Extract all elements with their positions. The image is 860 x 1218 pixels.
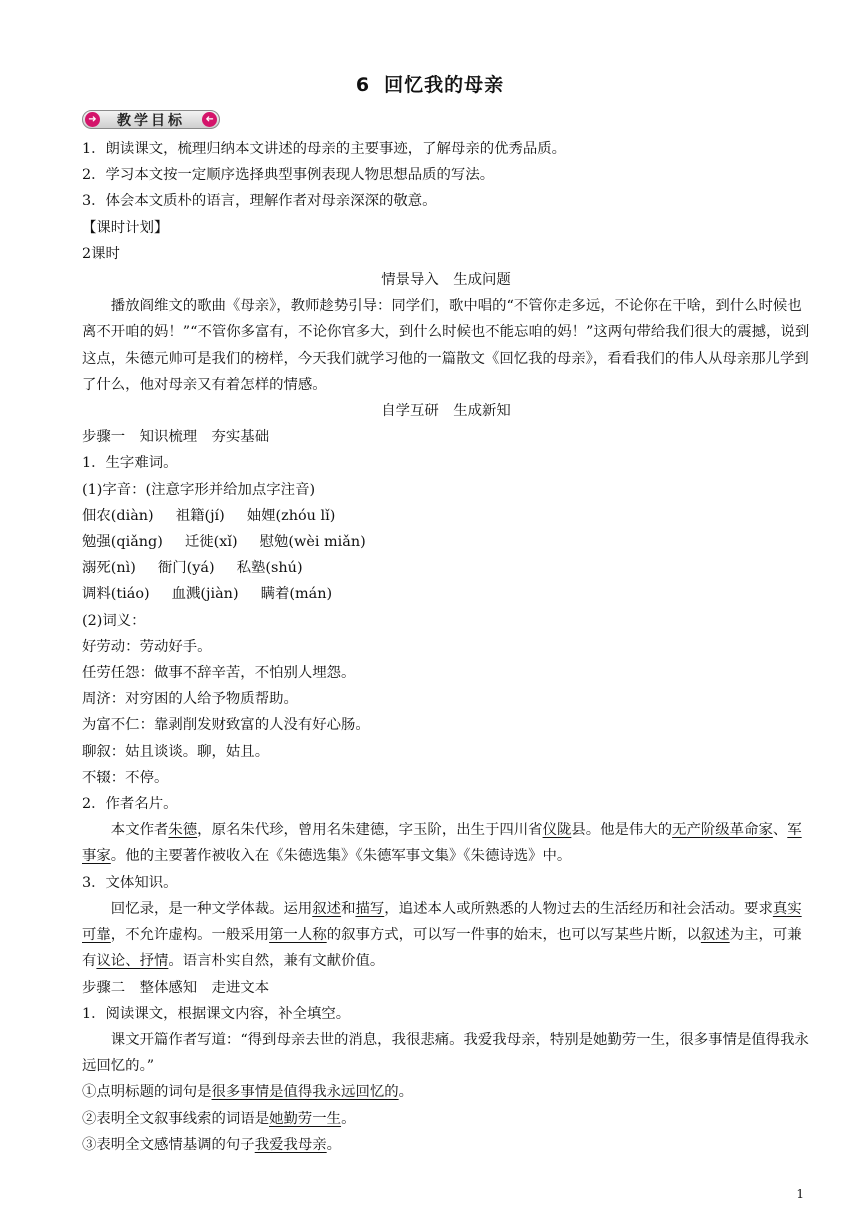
- pronunciation-entry: 迁徙(xǐ): [184, 534, 238, 551]
- answer-role-revolutionary: 无产阶级革命家: [672, 822, 773, 839]
- goal-item: 3．体会本文质朴的语言，理解作者对母亲深深的敬意。: [82, 193, 437, 210]
- word-meaning: 聊叙：姑且谈谈。聊，姑且。: [82, 743, 270, 760]
- pronunciation-entry: 私塾(shú): [236, 560, 303, 577]
- answer-role-military: 军事家: [82, 822, 802, 865]
- lesson-title: [0, 70, 860, 97]
- answer-blank: 描写: [355, 900, 385, 917]
- section-heading-intro: 情景导入 生成问题: [381, 272, 511, 289]
- opening-quote-paragraph: 课文开篇作者写道：“得到母亲去世的消息，我很悲痛。我爱我母亲，特别是她勤劳一生，很多事情是值得我永远回忆的。”: [82, 1031, 809, 1075]
- teaching-goals-badge: [82, 110, 220, 129]
- pronunciation-entry: 调料(tiáo): [82, 586, 150, 603]
- step1-item3: 3．文体知识。: [82, 874, 178, 891]
- answer-blank: 第一人称: [269, 927, 327, 944]
- arrow-left-icon: ➜: [202, 112, 217, 127]
- page-number: 1: [796, 1187, 804, 1201]
- lesson-title-text: 回忆我的母亲: [384, 74, 505, 96]
- pronunciation-entry: 佃农(diàn): [82, 507, 154, 524]
- answer-blank: 叙述: [312, 900, 342, 917]
- word-meaning: 任劳任怨：做事不辞辛苦，不怕别人埋怨。: [82, 665, 356, 682]
- pronunciation-row: [82, 529, 810, 555]
- teaching-goals-label: 教学目标: [117, 112, 185, 129]
- pronunciation-entry: 血溅(jiàn): [171, 586, 239, 603]
- answer-blank: 议论、抒情: [96, 953, 169, 970]
- pronunciation-entry: 瞒着(mán): [260, 586, 333, 603]
- answer-blank: 她勤劳一生: [269, 1110, 342, 1127]
- word-meaning-heading: (2)词义：: [82, 612, 146, 629]
- goal-item: 1．朗读课文，梳理归纳本文讲述的母亲的主要事迹，了解母亲的优秀品质。: [82, 141, 567, 157]
- word-meaning: 为富不仁：靠剥削发财致富的人没有好心肠。: [82, 717, 370, 734]
- author-paragraph: 本文作者朱德，原名朱代珍，曾用名朱建德，字玉阶，出生于四川省仪陇县。他是伟大的无产阶级革命家、军事家。他的主要著作被收入在《朱德选集》《朱德军事文集》《朱德诗选》中。: [82, 822, 802, 865]
- answer-blank: 真实可靠: [82, 900, 802, 944]
- plan-value: 2课时: [82, 245, 120, 262]
- main-content: [82, 136, 810, 1158]
- step1-item1: 1．生字难词。: [82, 455, 178, 472]
- arrow-right-icon: ➜: [85, 112, 100, 127]
- pronunciation-row: [82, 581, 810, 607]
- pronunciation-entry: 勉强(qiǎng): [82, 534, 163, 551]
- pronunciation-entry: 祖籍(jí): [175, 507, 225, 524]
- answer-birthplace: 仪陇: [542, 822, 572, 839]
- goal-item: 2．学习本文按一定顺序选择典型事例表现人物思想品质的写法。: [82, 167, 495, 184]
- word-meaning: 周济：对穷困的人给予物质帮助。: [82, 691, 298, 708]
- pronunciation-heading: (1)字音：(注意字形并给加点字注音): [82, 481, 316, 498]
- intro-paragraph: 播放阎维文的歌曲《母亲》，教师趁势引导：同学们，歌中唱的“不管你走多远，不论你在干啥，到什么时候也离不开咱的妈！”“不管你多富有，不论你官多大，到什么时候也不能忘咱的妈！”这两句带给我们很大的震撼，说到这点，朱德元帅可是我们的榜样，今天我们就学习他的一篇散文《回忆我的母亲》，看看我们的伟人从母亲那儿学到了什么，他对母亲又有着怎样的情感。: [82, 298, 810, 393]
- step2-item1: 1．阅读课文，根据课文内容，补全填空。: [82, 1005, 351, 1022]
- pronunciation-entry: 溺死(nì): [82, 560, 136, 577]
- pronunciation-entry: 衙门(yá): [157, 560, 215, 577]
- pronunciation-entry: 妯娌(zhóu lǐ): [246, 507, 336, 524]
- question-2: ②表明全文叙事线索的词语是她勤劳一生。: [82, 1110, 356, 1127]
- pronunciation-entry: 慰勉(wèi miǎn): [259, 534, 366, 551]
- question-3: ③表明全文感情基调的句子我爱我母亲。: [82, 1136, 342, 1153]
- plan-heading: 【课时计划】: [82, 219, 169, 236]
- answer-blank: 叙述: [700, 927, 730, 944]
- word-meaning: 不辍：不停。: [82, 769, 169, 786]
- genre-paragraph: 回忆录，是一种文学体裁。运用叙述和描写，追述本人或所熟悉的人物过去的生活经历和社会活动。要求真实可靠，不允许虚构。一般采用第一人称的叙事方式，可以写一件事的始末，也可以写某些片断，以叙述为主，可兼有议论、抒情。语言朴实自然，兼有文献价值。: [82, 900, 802, 970]
- step1-item2: 2．作者名片。: [82, 796, 178, 813]
- lesson-number: 6: [355, 74, 371, 96]
- word-meaning: 好劳动：劳动好手。: [82, 638, 212, 655]
- question-1: ①点明标题的词句是很多事情是值得我永远回忆的。: [82, 1084, 414, 1101]
- answer-blank: 我爱我母亲: [254, 1136, 327, 1153]
- pronunciation-row: [82, 555, 810, 581]
- answer-blank: 很多事情是值得我永远回忆的: [211, 1084, 399, 1101]
- step2-heading: 步骤二 整体感知 走进文本: [82, 979, 270, 996]
- pronunciation-row: [82, 503, 810, 529]
- step1-heading: 步骤一 知识梳理 夯实基础: [82, 429, 270, 446]
- section-heading-study: 自学互研 生成新知: [381, 403, 511, 420]
- answer-author-name: 朱德: [168, 822, 198, 839]
